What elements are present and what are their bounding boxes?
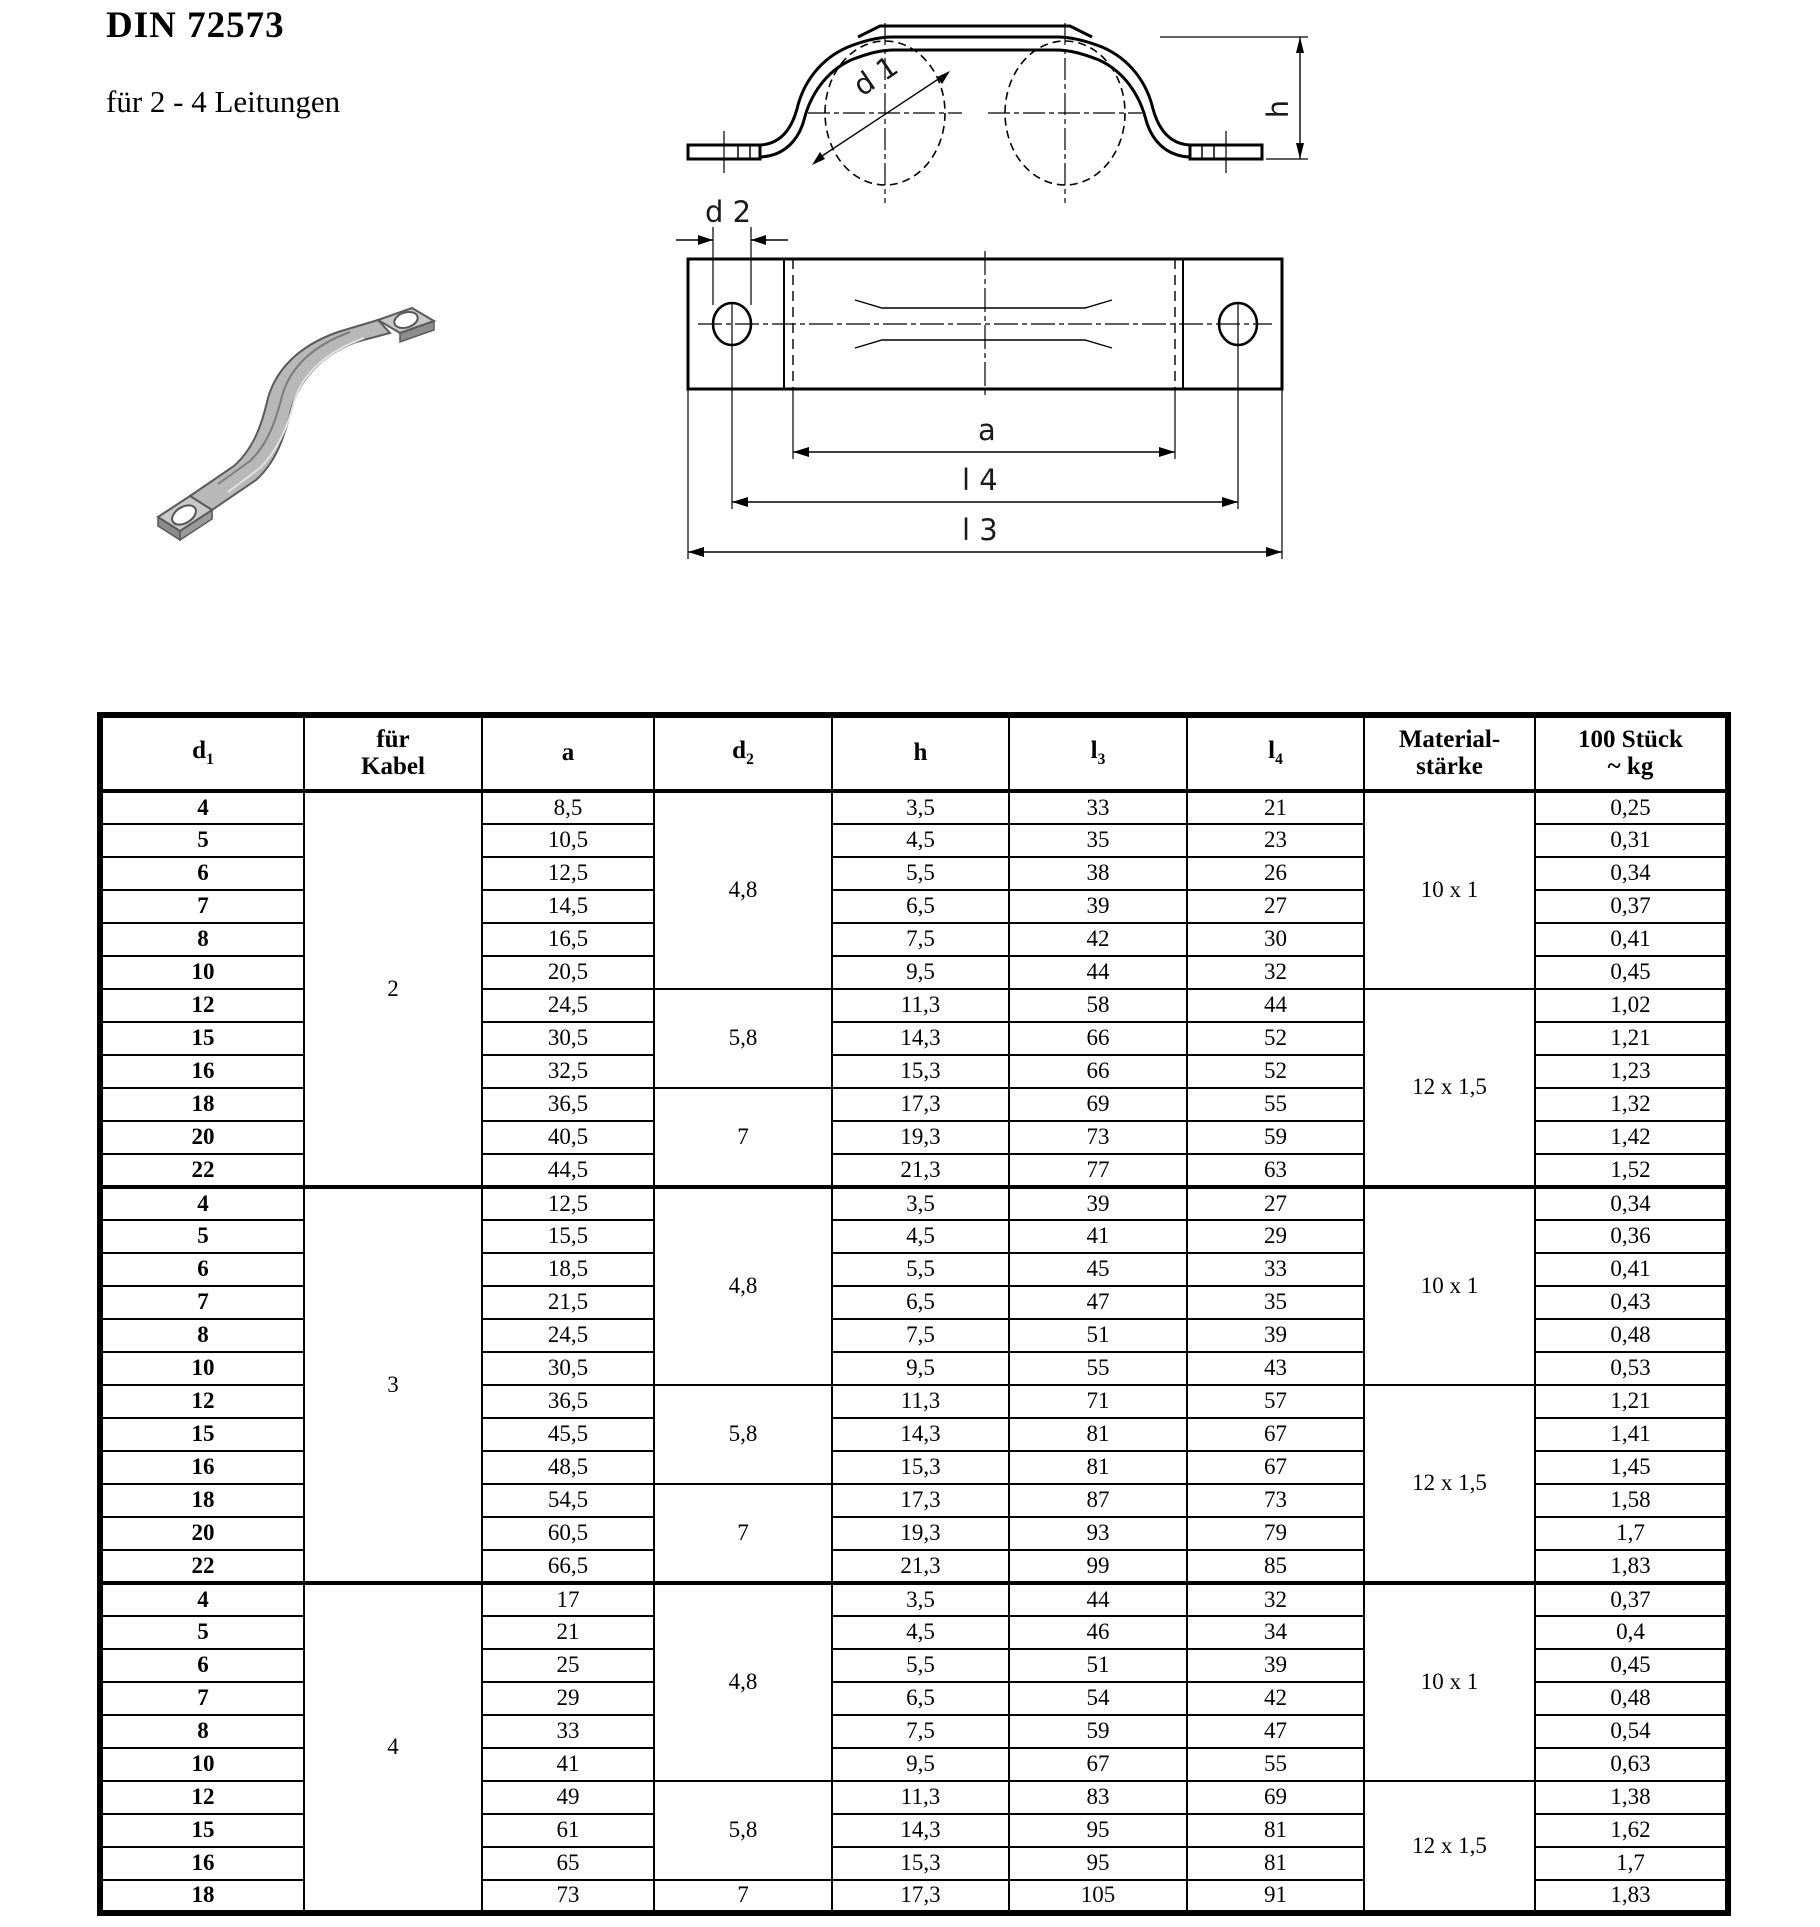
cell-d2: 4,8 bbox=[654, 791, 832, 989]
cell-a: 12,5 bbox=[482, 1187, 654, 1220]
cell-a: 30,5 bbox=[482, 1022, 654, 1055]
cell-h: 5,5 bbox=[832, 857, 1009, 890]
cell-a: 16,5 bbox=[482, 923, 654, 956]
cell-l3: 41 bbox=[1009, 1220, 1187, 1253]
cell-l3: 55 bbox=[1009, 1352, 1187, 1385]
cell-d1: 18 bbox=[100, 1484, 304, 1517]
cell-l3: 105 bbox=[1009, 1880, 1187, 1913]
cell-kg: 1,02 bbox=[1535, 989, 1728, 1022]
cell-a: 54,5 bbox=[482, 1484, 654, 1517]
dim-label-a: a bbox=[978, 413, 996, 447]
cell-l4: 27 bbox=[1187, 890, 1364, 923]
cell-kabel: 2 bbox=[304, 791, 482, 1187]
dim-label-d2: d 2 bbox=[705, 195, 752, 229]
col-header-1: für Kabel bbox=[304, 715, 482, 791]
col-header-0: $d_1$ bbox=[100, 715, 304, 791]
page-title: DIN 72573 bbox=[106, 5, 285, 46]
cell-a: 41 bbox=[482, 1748, 654, 1781]
cell-l4: 23 bbox=[1187, 824, 1364, 857]
cell-d2: 4,8 bbox=[654, 1583, 832, 1781]
cell-a: 60,5 bbox=[482, 1517, 654, 1550]
cell-kg: 1,42 bbox=[1535, 1121, 1728, 1154]
table-row bbox=[100, 1187, 1728, 1220]
cell-d2: 7 bbox=[654, 1880, 832, 1913]
cell-h: 15,3 bbox=[832, 1451, 1009, 1484]
table-row bbox=[100, 1583, 1728, 1616]
cell-h: 21,3 bbox=[832, 1550, 1009, 1583]
cell-l4: 69 bbox=[1187, 1781, 1364, 1814]
cell-d1: 5 bbox=[100, 824, 304, 857]
cell-h: 5,5 bbox=[832, 1253, 1009, 1286]
cell-l4: 29 bbox=[1187, 1220, 1364, 1253]
cell-d1: 8 bbox=[100, 923, 304, 956]
cell-l3: 93 bbox=[1009, 1517, 1187, 1550]
cell-h: 9,5 bbox=[832, 1748, 1009, 1781]
cell-d1: 15 bbox=[100, 1022, 304, 1055]
cell-a: 20,5 bbox=[482, 956, 654, 989]
cell-d1: 22 bbox=[100, 1550, 304, 1583]
cell-l3: 66 bbox=[1009, 1055, 1187, 1088]
cell-h: 14,3 bbox=[832, 1418, 1009, 1451]
cell-l4: 39 bbox=[1187, 1649, 1364, 1682]
cell-kg: 0,43 bbox=[1535, 1286, 1728, 1319]
cell-d1: 10 bbox=[100, 1352, 304, 1385]
cell-kg: 1,62 bbox=[1535, 1814, 1728, 1847]
cell-d1: 12 bbox=[100, 989, 304, 1022]
cell-l4: 67 bbox=[1187, 1451, 1364, 1484]
cell-d1: 4 bbox=[100, 791, 304, 824]
cell-h: 9,5 bbox=[832, 1352, 1009, 1385]
cell-l4: 79 bbox=[1187, 1517, 1364, 1550]
cell-d1: 10 bbox=[100, 956, 304, 989]
cell-kg: 0,45 bbox=[1535, 956, 1728, 989]
cell-d1: 7 bbox=[100, 1682, 304, 1715]
cell-a: 18,5 bbox=[482, 1253, 654, 1286]
cell-d2: 5,8 bbox=[654, 1781, 832, 1880]
col-header-4: h bbox=[832, 715, 1009, 791]
cell-a: 17 bbox=[482, 1583, 654, 1616]
spec-table-body bbox=[100, 791, 1728, 1913]
cell-kg: 1,52 bbox=[1535, 1154, 1728, 1187]
cell-material: 10 x 1 bbox=[1364, 1187, 1535, 1385]
cell-a: 49 bbox=[482, 1781, 654, 1814]
cell-l4: 42 bbox=[1187, 1682, 1364, 1715]
cell-h: 15,3 bbox=[832, 1055, 1009, 1088]
cell-h: 3,5 bbox=[832, 791, 1009, 824]
cell-l3: 44 bbox=[1009, 1583, 1187, 1616]
cell-kabel: 3 bbox=[304, 1187, 482, 1583]
cell-l3: 39 bbox=[1009, 890, 1187, 923]
cell-kg: 0,41 bbox=[1535, 923, 1728, 956]
cell-d1: 4 bbox=[100, 1583, 304, 1616]
table-row bbox=[100, 791, 1728, 824]
cell-l4: 81 bbox=[1187, 1814, 1364, 1847]
cell-l3: 73 bbox=[1009, 1121, 1187, 1154]
cell-h: 5,5 bbox=[832, 1649, 1009, 1682]
cell-a: 44,5 bbox=[482, 1154, 654, 1187]
page-subtitle: für 2 - 4 Leitungen bbox=[106, 84, 341, 119]
cell-a: 8,5 bbox=[482, 791, 654, 824]
cell-l4: 33 bbox=[1187, 1253, 1364, 1286]
cell-l3: 67 bbox=[1009, 1748, 1187, 1781]
col-header-2: a bbox=[482, 715, 654, 791]
cell-material: 12 x 1,5 bbox=[1364, 989, 1535, 1187]
cell-l3: 54 bbox=[1009, 1682, 1187, 1715]
cell-d1: 20 bbox=[100, 1517, 304, 1550]
cell-kg: 0,41 bbox=[1535, 1253, 1728, 1286]
cell-d1: 16 bbox=[100, 1451, 304, 1484]
cell-a: 25 bbox=[482, 1649, 654, 1682]
cell-h: 4,5 bbox=[832, 1616, 1009, 1649]
cell-l3: 33 bbox=[1009, 791, 1187, 824]
cell-h: 6,5 bbox=[832, 890, 1009, 923]
cell-a: 66,5 bbox=[482, 1550, 654, 1583]
col-header-7: Material- stärke bbox=[1364, 715, 1535, 791]
cell-kg: 0,54 bbox=[1535, 1715, 1728, 1748]
cell-a: 36,5 bbox=[482, 1385, 654, 1418]
cell-a: 45,5 bbox=[482, 1418, 654, 1451]
cell-l4: 52 bbox=[1187, 1022, 1364, 1055]
cell-l3: 38 bbox=[1009, 857, 1187, 890]
cell-l3: 87 bbox=[1009, 1484, 1187, 1517]
cell-l3: 51 bbox=[1009, 1649, 1187, 1682]
spec-table-head bbox=[100, 715, 1728, 791]
cell-d1: 7 bbox=[100, 1286, 304, 1319]
technical-drawing bbox=[640, 12, 1340, 592]
cell-a: 29 bbox=[482, 1682, 654, 1715]
cell-kg: 0,36 bbox=[1535, 1220, 1728, 1253]
cell-l3: 59 bbox=[1009, 1715, 1187, 1748]
cell-d1: 15 bbox=[100, 1814, 304, 1847]
cell-h: 19,3 bbox=[832, 1517, 1009, 1550]
cell-h: 21,3 bbox=[832, 1154, 1009, 1187]
col-header-8: 100 Stück ~ kg bbox=[1535, 715, 1728, 791]
cell-kg: 1,83 bbox=[1535, 1550, 1728, 1583]
cell-d1: 7 bbox=[100, 890, 304, 923]
cell-l4: 39 bbox=[1187, 1319, 1364, 1352]
cell-l3: 95 bbox=[1009, 1814, 1187, 1847]
cell-kg: 1,41 bbox=[1535, 1418, 1728, 1451]
cell-kg: 0,34 bbox=[1535, 857, 1728, 890]
cell-material: 10 x 1 bbox=[1364, 1583, 1535, 1781]
cell-kg: 0,25 bbox=[1535, 791, 1728, 824]
cell-d2: 7 bbox=[654, 1088, 832, 1187]
dim-label-l4: l 4 bbox=[962, 463, 998, 497]
cell-d1: 18 bbox=[100, 1880, 304, 1913]
cell-h: 14,3 bbox=[832, 1814, 1009, 1847]
spec-table-container bbox=[97, 712, 1731, 1916]
cell-d1: 4 bbox=[100, 1187, 304, 1220]
cell-l4: 81 bbox=[1187, 1847, 1364, 1880]
cell-l3: 46 bbox=[1009, 1616, 1187, 1649]
cell-d2: 4,8 bbox=[654, 1187, 832, 1385]
cell-h: 7,5 bbox=[832, 1319, 1009, 1352]
cell-material: 10 x 1 bbox=[1364, 791, 1535, 989]
cell-d1: 6 bbox=[100, 1253, 304, 1286]
cell-a: 32,5 bbox=[482, 1055, 654, 1088]
spec-table bbox=[97, 712, 1731, 1916]
cell-d1: 8 bbox=[100, 1319, 304, 1352]
cell-d1: 12 bbox=[100, 1385, 304, 1418]
cell-kg: 1,45 bbox=[1535, 1451, 1728, 1484]
dim-label-h: h bbox=[1261, 99, 1295, 119]
cell-l4: 32 bbox=[1187, 956, 1364, 989]
cell-l3: 35 bbox=[1009, 824, 1187, 857]
cell-a: 30,5 bbox=[482, 1352, 654, 1385]
cell-l3: 45 bbox=[1009, 1253, 1187, 1286]
cell-l3: 39 bbox=[1009, 1187, 1187, 1220]
col-header-5: $l_3$ bbox=[1009, 715, 1187, 791]
cell-h: 19,3 bbox=[832, 1121, 1009, 1154]
cell-l4: 30 bbox=[1187, 923, 1364, 956]
cell-d1: 6 bbox=[100, 1649, 304, 1682]
cell-h: 14,3 bbox=[832, 1022, 1009, 1055]
cell-h: 3,5 bbox=[832, 1187, 1009, 1220]
clamp-3d-image bbox=[88, 258, 448, 608]
cell-l3: 71 bbox=[1009, 1385, 1187, 1418]
cell-l3: 66 bbox=[1009, 1022, 1187, 1055]
cell-h: 17,3 bbox=[832, 1088, 1009, 1121]
cell-h: 15,3 bbox=[832, 1847, 1009, 1880]
cell-d1: 12 bbox=[100, 1781, 304, 1814]
cell-l4: 32 bbox=[1187, 1583, 1364, 1616]
cell-h: 11,3 bbox=[832, 1385, 1009, 1418]
cell-h: 4,5 bbox=[832, 1220, 1009, 1253]
cell-d2: 5,8 bbox=[654, 1385, 832, 1484]
cell-kg: 0,53 bbox=[1535, 1352, 1728, 1385]
cell-kg: 1,7 bbox=[1535, 1517, 1728, 1550]
cell-h: 4,5 bbox=[832, 824, 1009, 857]
cell-l4: 55 bbox=[1187, 1748, 1364, 1781]
cell-a: 24,5 bbox=[482, 989, 654, 1022]
cell-kg: 1,23 bbox=[1535, 1055, 1728, 1088]
cell-l3: 42 bbox=[1009, 923, 1187, 956]
cell-h: 11,3 bbox=[832, 989, 1009, 1022]
cell-l4: 21 bbox=[1187, 791, 1364, 824]
cell-a: 61 bbox=[482, 1814, 654, 1847]
cell-kg: 1,7 bbox=[1535, 1847, 1728, 1880]
cell-a: 15,5 bbox=[482, 1220, 654, 1253]
cell-d2: 5,8 bbox=[654, 989, 832, 1088]
cell-material: 12 x 1,5 bbox=[1364, 1781, 1535, 1913]
cell-kg: 0,45 bbox=[1535, 1649, 1728, 1682]
cell-d1: 16 bbox=[100, 1055, 304, 1088]
cell-l3: 81 bbox=[1009, 1451, 1187, 1484]
cell-l4: 43 bbox=[1187, 1352, 1364, 1385]
dim-label-d1: d 1 bbox=[846, 48, 905, 103]
cell-a: 24,5 bbox=[482, 1319, 654, 1352]
cell-d1: 16 bbox=[100, 1847, 304, 1880]
cell-kg: 0,63 bbox=[1535, 1748, 1728, 1781]
cell-l4: 26 bbox=[1187, 857, 1364, 890]
cell-h: 11,3 bbox=[832, 1781, 1009, 1814]
cell-l4: 63 bbox=[1187, 1154, 1364, 1187]
cell-d1: 8 bbox=[100, 1715, 304, 1748]
cell-h: 7,5 bbox=[832, 1715, 1009, 1748]
cell-d1: 18 bbox=[100, 1088, 304, 1121]
cell-l4: 27 bbox=[1187, 1187, 1364, 1220]
cell-l4: 52 bbox=[1187, 1055, 1364, 1088]
cell-l3: 58 bbox=[1009, 989, 1187, 1022]
cell-kg: 0,34 bbox=[1535, 1187, 1728, 1220]
cell-l4: 47 bbox=[1187, 1715, 1364, 1748]
cell-d1: 22 bbox=[100, 1154, 304, 1187]
cell-a: 65 bbox=[482, 1847, 654, 1880]
cell-kg: 1,21 bbox=[1535, 1385, 1728, 1418]
cell-h: 6,5 bbox=[832, 1682, 1009, 1715]
cell-d1: 5 bbox=[100, 1616, 304, 1649]
cell-h: 9,5 bbox=[832, 956, 1009, 989]
cell-d1: 6 bbox=[100, 857, 304, 890]
cell-kg: 0,31 bbox=[1535, 824, 1728, 857]
cell-a: 10,5 bbox=[482, 824, 654, 857]
cell-l3: 44 bbox=[1009, 956, 1187, 989]
cell-l4: 91 bbox=[1187, 1880, 1364, 1913]
cell-material: 12 x 1,5 bbox=[1364, 1385, 1535, 1583]
cell-h: 6,5 bbox=[832, 1286, 1009, 1319]
cell-kg: 0,37 bbox=[1535, 890, 1728, 923]
cell-l4: 44 bbox=[1187, 989, 1364, 1022]
cell-l3: 83 bbox=[1009, 1781, 1187, 1814]
cell-kg: 1,38 bbox=[1535, 1781, 1728, 1814]
cell-l4: 67 bbox=[1187, 1418, 1364, 1451]
cell-a: 21 bbox=[482, 1616, 654, 1649]
col-header-6: $l_4$ bbox=[1187, 715, 1364, 791]
cell-kg: 0,4 bbox=[1535, 1616, 1728, 1649]
cell-l4: 35 bbox=[1187, 1286, 1364, 1319]
cell-l3: 47 bbox=[1009, 1286, 1187, 1319]
cell-h: 17,3 bbox=[832, 1880, 1009, 1913]
cell-a: 21,5 bbox=[482, 1286, 654, 1319]
cell-l4: 57 bbox=[1187, 1385, 1364, 1418]
cell-l3: 81 bbox=[1009, 1418, 1187, 1451]
cell-l3: 69 bbox=[1009, 1088, 1187, 1121]
cell-a: 48,5 bbox=[482, 1451, 654, 1484]
cell-a: 36,5 bbox=[482, 1088, 654, 1121]
cell-l4: 55 bbox=[1187, 1088, 1364, 1121]
cell-l3: 99 bbox=[1009, 1550, 1187, 1583]
cell-l3: 51 bbox=[1009, 1319, 1187, 1352]
cell-l3: 77 bbox=[1009, 1154, 1187, 1187]
cell-h: 17,3 bbox=[832, 1484, 1009, 1517]
cell-l4: 85 bbox=[1187, 1550, 1364, 1583]
cell-h: 3,5 bbox=[832, 1583, 1009, 1616]
cell-kg: 0,48 bbox=[1535, 1682, 1728, 1715]
dim-label-l3: l 3 bbox=[962, 513, 998, 547]
cell-a: 14,5 bbox=[482, 890, 654, 923]
cell-l4: 59 bbox=[1187, 1121, 1364, 1154]
col-header-3: $d_2$ bbox=[654, 715, 832, 791]
cell-a: 33 bbox=[482, 1715, 654, 1748]
cell-kg: 1,21 bbox=[1535, 1022, 1728, 1055]
cell-l4: 73 bbox=[1187, 1484, 1364, 1517]
cell-kg: 1,32 bbox=[1535, 1088, 1728, 1121]
cell-l4: 34 bbox=[1187, 1616, 1364, 1649]
cell-d2: 7 bbox=[654, 1484, 832, 1583]
cell-h: 7,5 bbox=[832, 923, 1009, 956]
cell-kabel: 4 bbox=[304, 1583, 482, 1913]
cell-l3: 95 bbox=[1009, 1847, 1187, 1880]
cell-kg: 1,58 bbox=[1535, 1484, 1728, 1517]
cell-d1: 15 bbox=[100, 1418, 304, 1451]
cell-d1: 5 bbox=[100, 1220, 304, 1253]
cell-kg: 0,37 bbox=[1535, 1583, 1728, 1616]
cell-d1: 10 bbox=[100, 1748, 304, 1781]
cell-a: 12,5 bbox=[482, 857, 654, 890]
cell-a: 40,5 bbox=[482, 1121, 654, 1154]
cell-d1: 20 bbox=[100, 1121, 304, 1154]
cell-a: 73 bbox=[482, 1880, 654, 1913]
cell-kg: 0,48 bbox=[1535, 1319, 1728, 1352]
cell-kg: 1,83 bbox=[1535, 1880, 1728, 1913]
